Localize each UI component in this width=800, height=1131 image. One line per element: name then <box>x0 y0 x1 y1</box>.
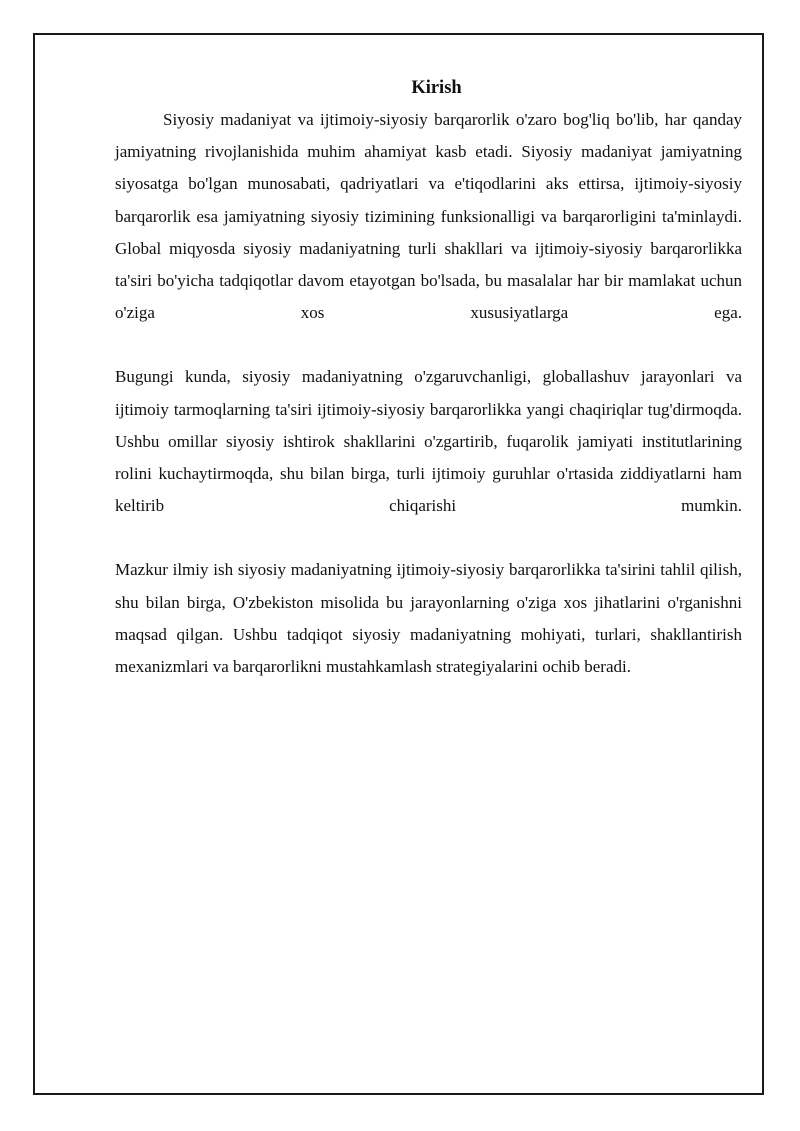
document-title: Kirish <box>411 78 462 98</box>
paragraph-current-challenges: Bugungi kunda, siyosiy madaniyatning o'zgaruvchanligi, globallashuv jarayonlari va ijtimoiy tarmoqlarning ta'siri ijtimoiy-siyosiy barqarorlikka yangi chaqiriqlar tug'dirmoqda. Ushbu omillar siyosiy ishtirok shakllarini o'zgartirib, fuqarolik jamiyati institutlarining rolini kuchaytirmoqda, shu bilan birga, turli ijtimoiy guruhlar o'rtasida ziddiyatlarni ham keltirib chiqarishi mumkin. <box>115 367 742 516</box>
paragraph-intro: Siyosiy madaniyat va ijtimoiy-siyosiy barqarorlik o'zaro bog'liq bo'lib, har qanday jamiyatning rivojlanishida muhim ahamiyat kasb etadi. Siyosiy madaniyat jamiyatning siyosatga bo'lgan munosabati, qadriyatlari va e'tiqodlarini aks ettirsa, ijtimoiy-siyosiy barqarorlik esa jamiyatning siyosiy tizimining funksionalligi va barqarorligini ta'minlaydi. Global miqyosda siyosiy madaniyatning turli shakllari va ijtimoiy-siyosiy barqarorlikka ta'siri bo'yicha tadqiqotlar davom etayotgan bo'lsada, bu masalalar har bir mamlakat uchun o'ziga xos xususiyatlarga ega. <box>115 110 742 323</box>
paragraph-research-aim: Mazkur ilmiy ish siyosiy madaniyatning ijtimoiy-siyosiy barqarorlikka ta'sirini tahlil qilish, shu bilan birga, O'zbekiston misolida bu jarayonlarning o'ziga xos jihatlarini o'rganishni maqsad qilgan. Ushbu tadqiqot siyosiy madaniyatning mohiyati, turlari, shakllantirish mexanizmlari va barqarorlikni mustahkamlash strategiyalarini ochib beradi. <box>115 560 742 677</box>
document-body <box>115 74 742 715</box>
